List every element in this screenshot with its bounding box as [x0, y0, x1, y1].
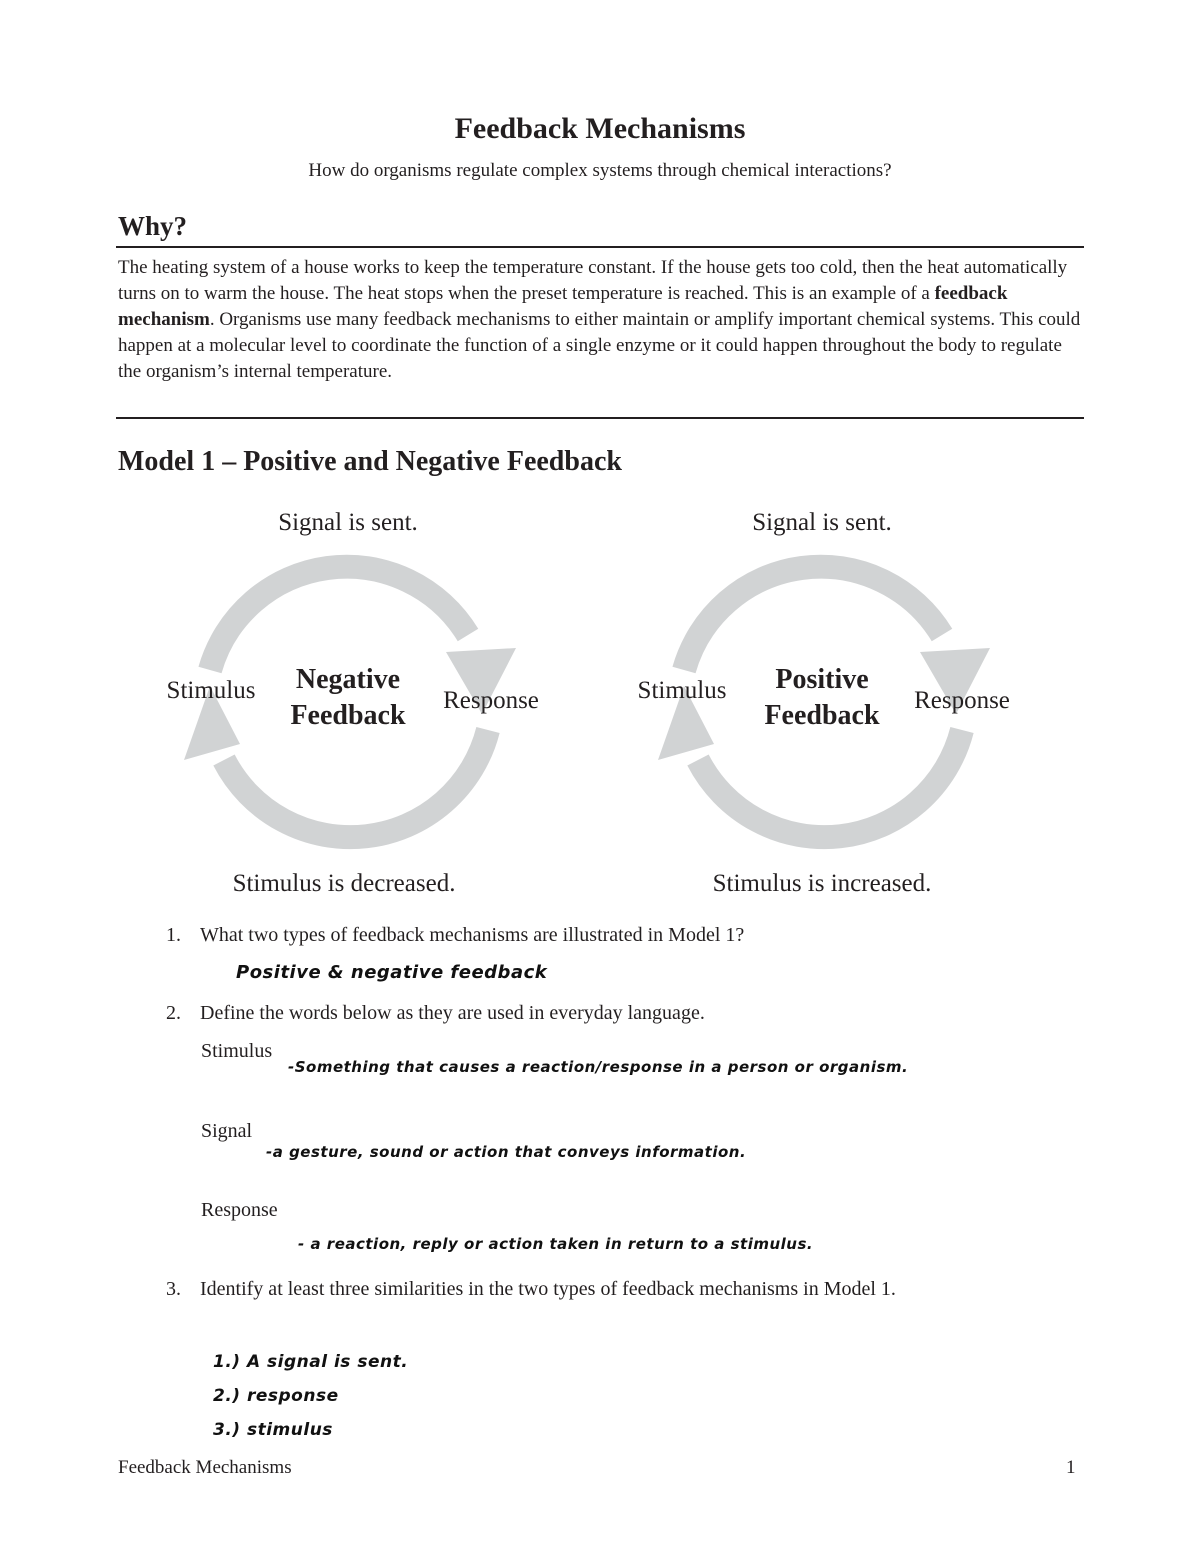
question-1: 1. What two types of feedback mechanisms are illustrated in Model 1?	[166, 924, 745, 946]
response-label: Response	[443, 687, 539, 714]
bold-term: feedback mechanism	[118, 283, 1008, 330]
page-title: Feedback Mechanisms	[454, 112, 746, 145]
negative-feedback-label-line2: Feedback	[290, 700, 406, 731]
divider-top	[116, 246, 1084, 248]
term-stimulus: Stimulus	[201, 1040, 273, 1062]
stimulus-label: Stimulus	[637, 677, 727, 704]
page-number: 1	[1066, 1457, 1076, 1478]
response-label: Response	[914, 687, 1010, 714]
divider-bottom	[116, 417, 1084, 419]
page-subtitle: How do organisms regulate complex systems through chemical interactions?	[308, 160, 892, 181]
footer-title: Feedback Mechanisms	[118, 1457, 292, 1478]
positive-feedback-label-line1: Positive	[775, 664, 869, 695]
why-paragraph: The heating system of a house works to keep the temperature constant. If the house gets too cold, then the heat automatically turns on to warm the house. The heat stops when the preset temperature is reached. This is an example of a feedback mechanism. Organisms use many feedback mechanisms to either maintain or amplify important chemical systems. This could happen at a molecular level to coordinate the function of a single enzyme or it could happen throughout the body to regulate the organism’s internal temperature.	[118, 257, 1081, 382]
signal-label: Signal is sent.	[278, 509, 418, 536]
outcome-label: Stimulus is decreased.	[232, 870, 456, 897]
question-3: 3. Identify at least three similarities in the two types of feedback mechanisms in Model 1.	[166, 1278, 896, 1300]
signal-label: Signal is sent.	[752, 509, 892, 536]
outcome-label: Stimulus is increased.	[712, 870, 932, 897]
positive-feedback-cycle	[638, 509, 1010, 897]
term-signal: Signal	[201, 1120, 253, 1142]
answer-3-item: 2.) response	[213, 1386, 339, 1406]
why-heading: Why?	[118, 211, 188, 241]
answer-signal: -a gesture, sound or action that conveys information.	[266, 1143, 747, 1161]
answer-3-item: 1.) A signal is sent.	[213, 1352, 409, 1372]
negative-feedback-cycle	[167, 509, 539, 897]
answer-stimulus: -Something that causes a reaction/response in a person or organism.	[288, 1058, 909, 1076]
stimulus-label: Stimulus	[166, 677, 256, 704]
answer-1: Positive & negative feedback	[236, 962, 548, 983]
model-heading: Model 1 – Positive and Negative Feedback	[118, 446, 622, 477]
positive-feedback-label-line2: Feedback	[764, 700, 880, 731]
feedback-diagram	[0, 500, 1200, 905]
question-2: 2. Define the words below as they are used in everyday language.	[166, 1002, 705, 1024]
term-response: Response	[201, 1199, 278, 1221]
answer-3-item: 3.) stimulus	[213, 1420, 333, 1440]
answer-response: - a reaction, reply or action taken in return to a stimulus.	[298, 1235, 814, 1253]
negative-feedback-label-line1: Negative	[295, 664, 401, 695]
